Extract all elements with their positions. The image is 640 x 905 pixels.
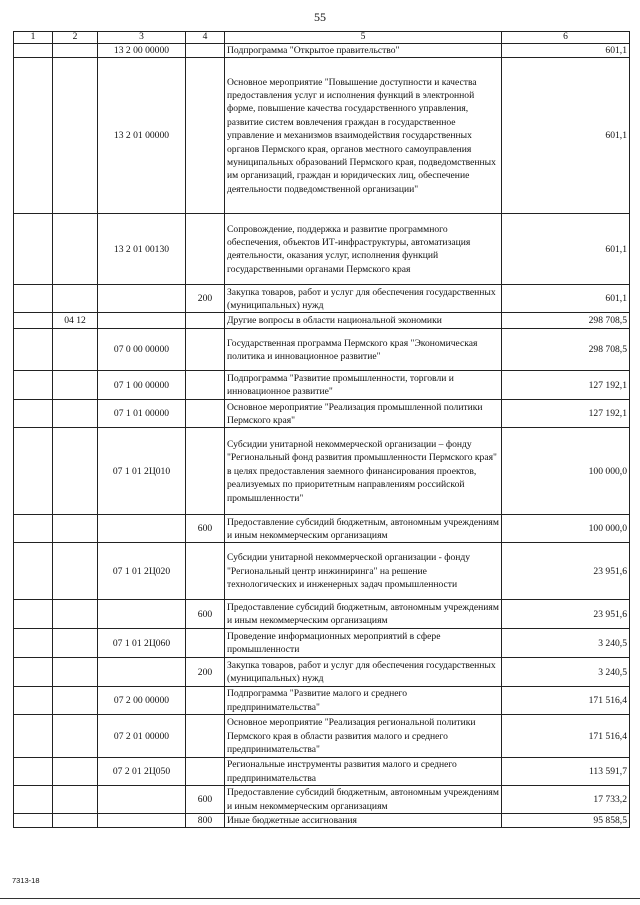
amount: 298 708,5 (502, 313, 630, 329)
expense-type-code (186, 329, 225, 371)
expense-type-code (186, 58, 225, 214)
target-article-code: 07 1 00 00000 (98, 371, 186, 400)
expense-description: Региональные инструменты развития малого и среднего предпринимательства (225, 758, 502, 786)
budget-row-number (14, 687, 53, 715)
expense-description: Другие вопросы в области национальной экономики (225, 313, 502, 329)
table-row (14, 687, 630, 715)
amount: 95 858,5 (502, 814, 630, 828)
budget-row-number (14, 515, 53, 543)
section-code (53, 715, 98, 758)
budget-row-number (14, 214, 53, 285)
budget-row-number (14, 285, 53, 313)
target-article-code: 07 1 01 2Ц060 (98, 629, 186, 658)
expense-type-code (186, 758, 225, 786)
section-code (53, 285, 98, 313)
expense-type-code (186, 44, 225, 58)
expense-type-code (186, 313, 225, 329)
target-article-code: 13 2 00 00000 (98, 44, 186, 58)
expense-description: Сопровождение, поддержка и развитие программного обеспечения, объектов ИТ-инфраструктуры, автоматизация деятельности, оказания услуг, исполнения функций государственными органами Пермского края (225, 214, 502, 285)
budget-row-number (14, 400, 53, 428)
expense-description: Закупка товаров, работ и услуг для обеспечения государственных (муниципальных) нужд (225, 285, 502, 313)
budget-row-number (14, 313, 53, 329)
table-row (14, 428, 630, 515)
target-article-code (98, 600, 186, 629)
table-row (14, 600, 630, 629)
expense-description: Иные бюджетные ассигнования (225, 814, 502, 828)
section-code (53, 786, 98, 814)
section-code (53, 658, 98, 687)
section-code (53, 543, 98, 600)
table-row (14, 329, 630, 371)
expense-type-code (186, 400, 225, 428)
budget-row-number (14, 428, 53, 515)
section-code (53, 629, 98, 658)
amount: 23 951,6 (502, 600, 630, 629)
budget-row-number (14, 786, 53, 814)
target-article-code: 07 2 00 00000 (98, 687, 186, 715)
table-row (14, 658, 630, 687)
expense-description: Основное мероприятие "Повышение доступности и качества предоставления услуг и исполнения функций в электронной форме, повышение качества государственного управления, развитие систем вовлечения граждан в государственное управление и механизмов взаимодействия государственных органов Пермского края, органов местного самоуправления муниципальных образований Пермского края, подведомственных им организаций, граждан и юридических лиц, обеспечение деятельности подведомственной организации" (225, 58, 502, 214)
target-article-code (98, 515, 186, 543)
section-code (53, 758, 98, 786)
expense-type-code (186, 715, 225, 758)
table-row (14, 629, 630, 658)
expense-description: Государственная программа Пермского края "Экономическая политика и инновационное развитие" (225, 329, 502, 371)
budget-row-number (14, 715, 53, 758)
amount: 127 192,1 (502, 400, 630, 428)
expense-type-code: 600 (186, 600, 225, 629)
table-row (14, 58, 630, 214)
column-number: 4 (186, 32, 225, 44)
budget-row-number (14, 543, 53, 600)
target-article-code: 07 1 01 2Ц020 (98, 543, 186, 600)
table-row (14, 400, 630, 428)
section-code (53, 329, 98, 371)
amount: 601,1 (502, 58, 630, 214)
page-bottom-line (0, 898, 640, 899)
table-row (14, 715, 630, 758)
footer-document-code: 7313-18 (12, 876, 40, 885)
section-code (53, 214, 98, 285)
target-article-code: 07 0 00 00000 (98, 329, 186, 371)
budget-row-number (14, 658, 53, 687)
budget-row-number (14, 329, 53, 371)
section-code (53, 371, 98, 400)
target-article-code: 07 1 01 00000 (98, 400, 186, 428)
expense-type-code (186, 371, 225, 400)
amount: 100 000,0 (502, 515, 630, 543)
amount: 113 591,7 (502, 758, 630, 786)
target-article-code (98, 786, 186, 814)
section-code (53, 814, 98, 828)
expense-type-code (186, 428, 225, 515)
column-number: 2 (53, 32, 98, 44)
expense-description: Подпрограмма "Развитие промышленности, торговли и инновационное развитие" (225, 371, 502, 400)
column-number: 3 (98, 32, 186, 44)
section-code (53, 600, 98, 629)
table-row (14, 758, 630, 786)
expense-description: Предоставление субсидий бюджетным, автономным учреждениям и иным некоммерческим организациям (225, 600, 502, 629)
target-article-code (98, 658, 186, 687)
target-article-code: 13 2 01 00130 (98, 214, 186, 285)
section-code (53, 58, 98, 214)
table-row (14, 214, 630, 285)
column-number: 1 (14, 32, 53, 44)
expense-description: Предоставление субсидий бюджетным, автономным учреждениям и иным некоммерческим организациям (225, 515, 502, 543)
target-article-code (98, 285, 186, 313)
table-row (14, 44, 630, 58)
table-row (14, 543, 630, 600)
amount: 171 516,4 (502, 715, 630, 758)
amount: 601,1 (502, 285, 630, 313)
table-row (14, 313, 630, 329)
budget-row-number (14, 600, 53, 629)
page-number: 55 (314, 10, 326, 24)
budget-row-number (14, 44, 53, 58)
section-code: 04 12 (53, 313, 98, 329)
amount: 3 240,5 (502, 629, 630, 658)
expense-type-code (186, 543, 225, 600)
amount: 171 516,4 (502, 687, 630, 715)
expense-type-code (186, 687, 225, 715)
table-row (14, 371, 630, 400)
amount: 3 240,5 (502, 658, 630, 687)
budget-row-number (14, 58, 53, 214)
section-code (53, 400, 98, 428)
section-code (53, 515, 98, 543)
table-row (14, 814, 630, 828)
target-article-code: 07 1 01 2Ц010 (98, 428, 186, 515)
budget-table-body (14, 32, 630, 828)
amount: 601,1 (502, 214, 630, 285)
expense-type-code (186, 214, 225, 285)
budget-row-number (14, 758, 53, 786)
table-row (14, 515, 630, 543)
expense-description: Подпрограмма "Открытое правительство" (225, 44, 502, 58)
target-article-code (98, 814, 186, 828)
expense-description: Подпрограмма "Развитие малого и среднего предпринимательства" (225, 687, 502, 715)
expense-type-code (186, 629, 225, 658)
amount: 601,1 (502, 44, 630, 58)
target-article-code (98, 313, 186, 329)
amount: 23 951,6 (502, 543, 630, 600)
amount: 127 192,1 (502, 371, 630, 400)
column-number-row (14, 32, 630, 44)
expense-description: Основное мероприятие "Реализация региональной политики Пермского края в области развития малого и среднего предпринимательства" (225, 715, 502, 758)
expense-type-code: 800 (186, 814, 225, 828)
column-number: 5 (225, 32, 502, 44)
table-row (14, 285, 630, 313)
expense-description: Субсидии унитарной некоммерческой организации – фонду "Региональный фонд развития промышленности Пермского края" в целях предоставления заемного финансирования проектов, реализуемых по приоритетным направлениям российской промышленности" (225, 428, 502, 515)
budget-table (13, 31, 630, 828)
expense-type-code: 600 (186, 515, 225, 543)
amount: 17 733,2 (502, 786, 630, 814)
expense-type-code: 600 (186, 786, 225, 814)
expense-description: Предоставление субсидий бюджетным, автономным учреждениям и иным некоммерческим организациям (225, 786, 502, 814)
expense-type-code: 200 (186, 285, 225, 313)
target-article-code: 07 2 01 2Ц050 (98, 758, 186, 786)
expense-description: Субсидии унитарной некоммерческой организации - фонду "Региональный центр инжиниринга" на решение технологических и инженерных задач промышленности (225, 543, 502, 600)
section-code (53, 44, 98, 58)
expense-description: Проведение информационных мероприятий в сфере промышленности (225, 629, 502, 658)
expense-description: Закупка товаров, работ и услуг для обеспечения государственных (муниципальных) нужд (225, 658, 502, 687)
budget-row-number (14, 814, 53, 828)
target-article-code: 13 2 01 00000 (98, 58, 186, 214)
column-number: 6 (502, 32, 630, 44)
expense-type-code: 200 (186, 658, 225, 687)
target-article-code: 07 2 01 00000 (98, 715, 186, 758)
budget-row-number (14, 629, 53, 658)
amount: 298 708,5 (502, 329, 630, 371)
amount: 100 000,0 (502, 428, 630, 515)
section-code (53, 687, 98, 715)
budget-row-number (14, 371, 53, 400)
section-code (53, 428, 98, 515)
table-row (14, 786, 630, 814)
expense-description: Основное мероприятие "Реализация промышленной политики Пермского края" (225, 400, 502, 428)
